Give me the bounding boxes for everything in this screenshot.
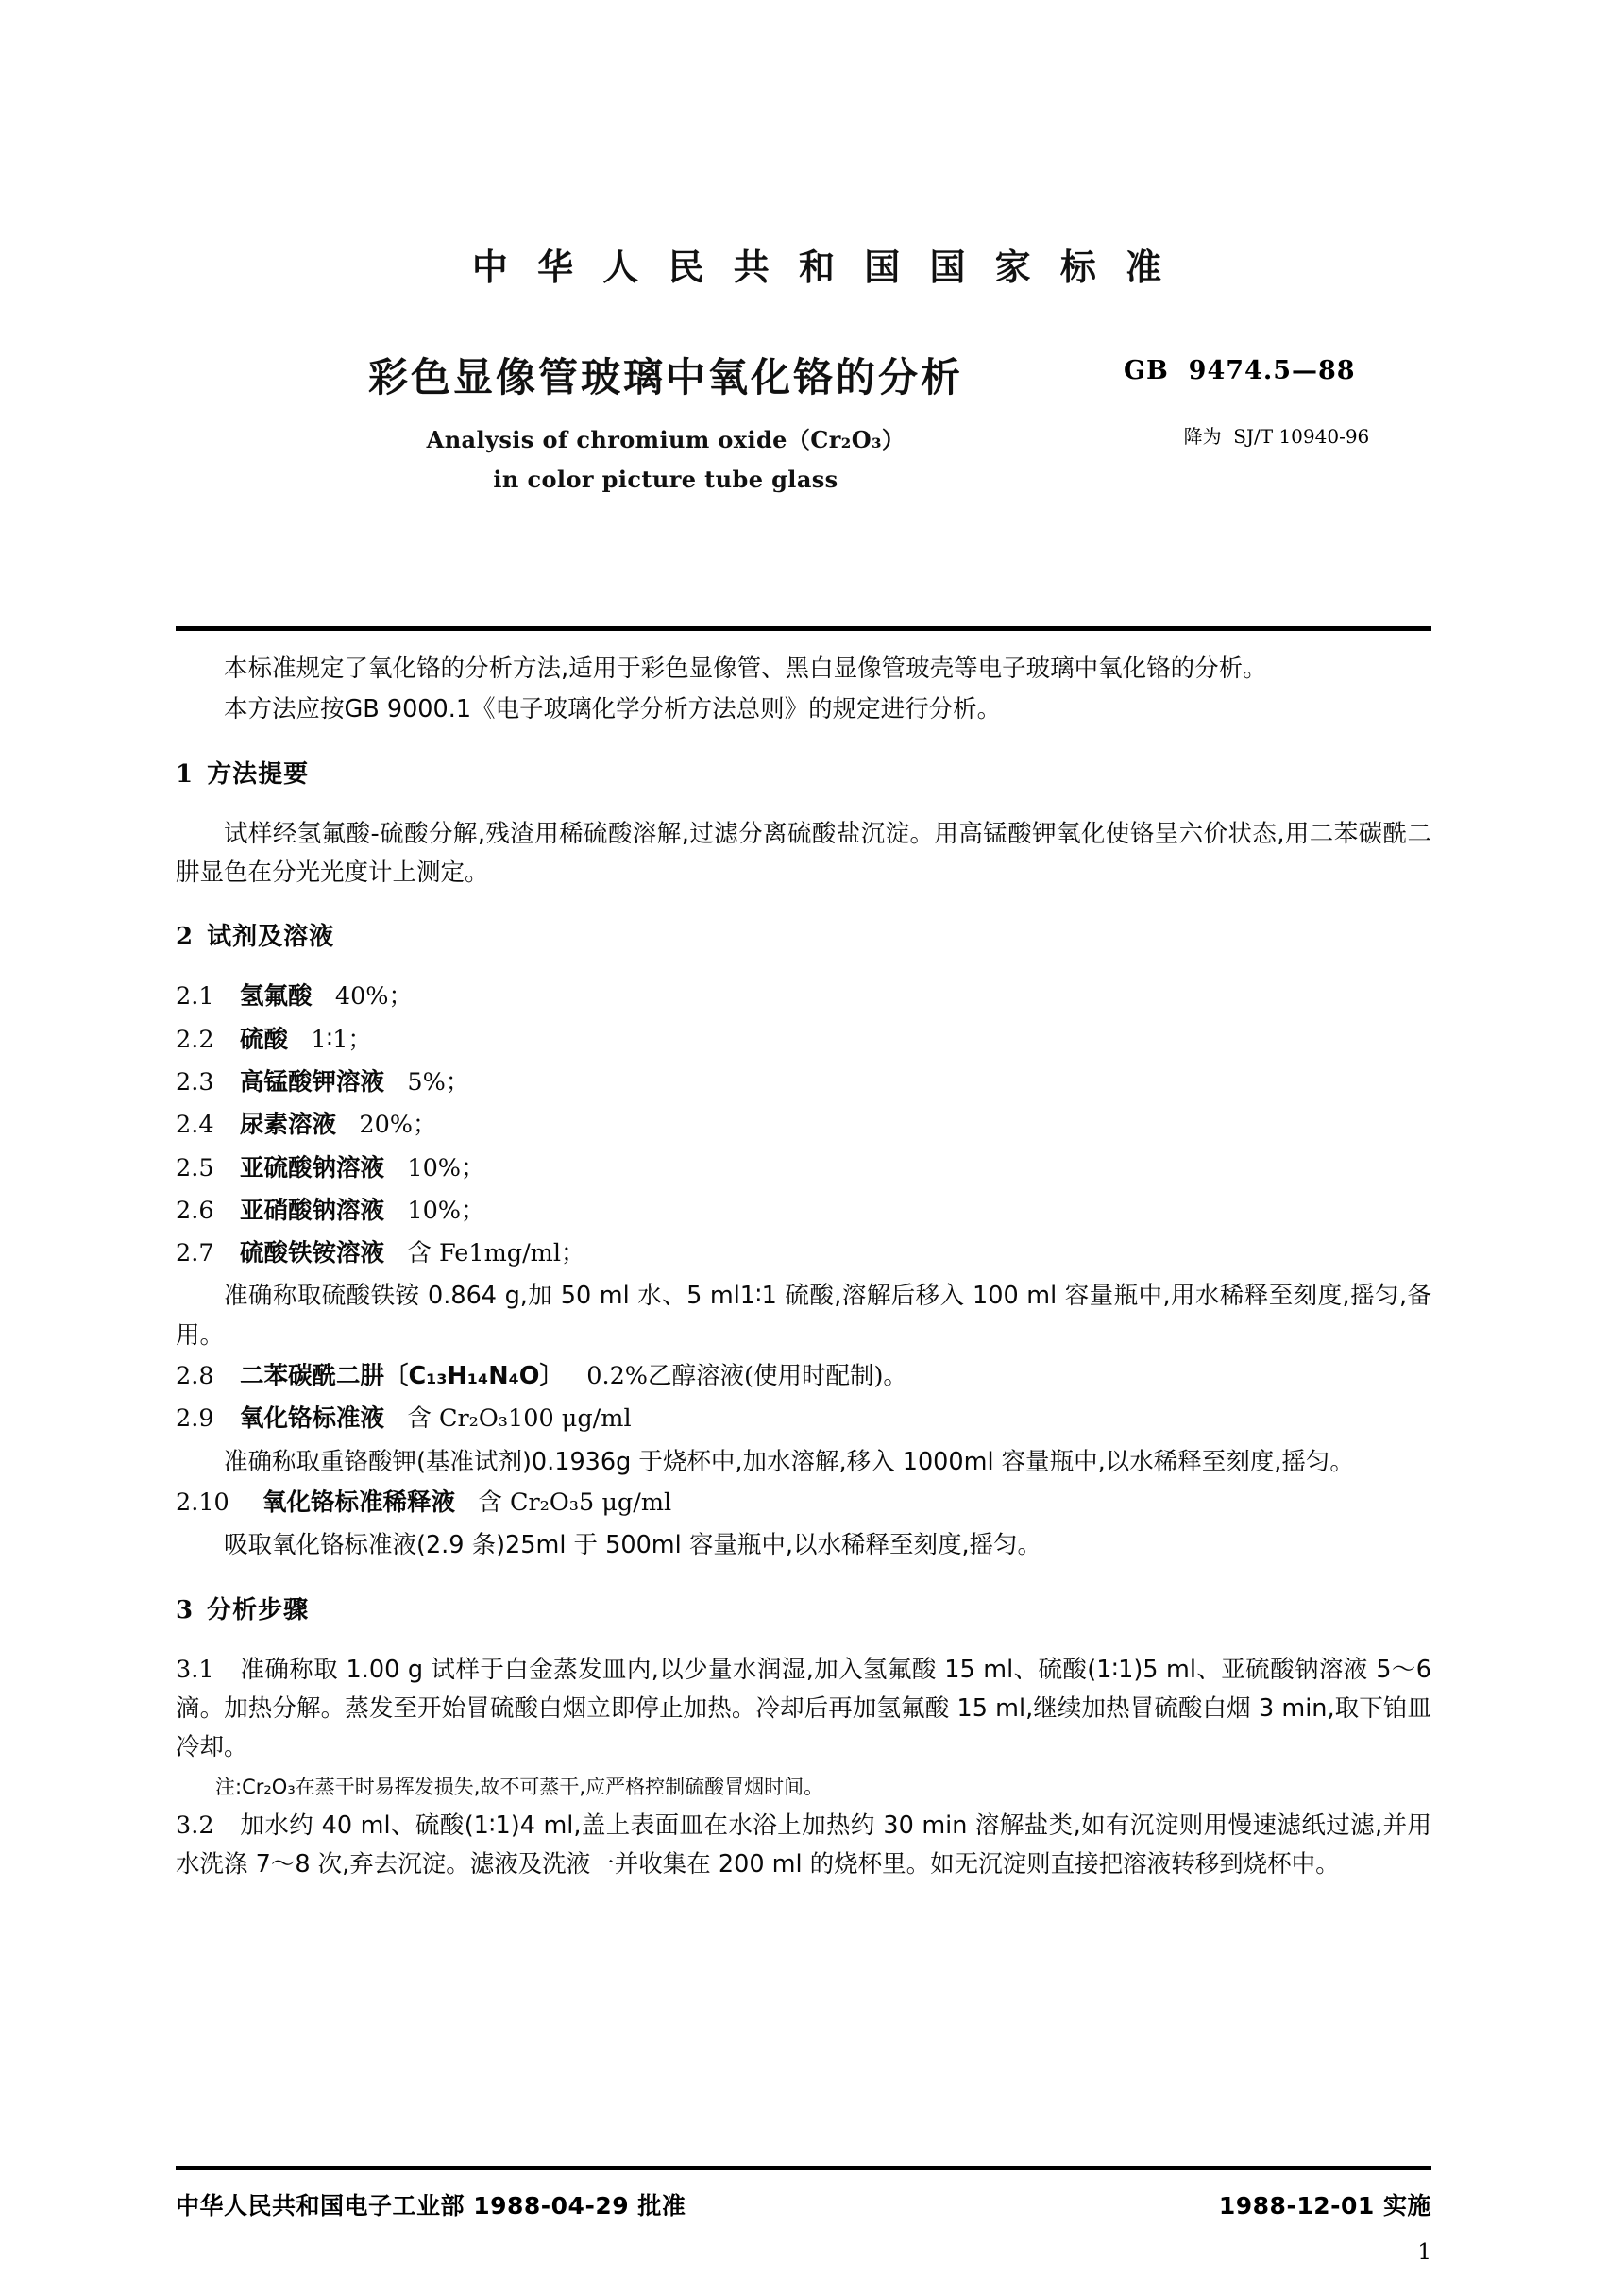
reagent-item [176,1234,1431,1273]
reagent-2-9-preparation: 准确称取重铬酸钾(基准试剂)0.1936g 于烧杯中,加水溶解,移入 1000ml 容量瓶中,以水稀释至刻度,摇匀。 [224,1447,1354,1476]
reagent-2-7-preparation: 准确称取硫酸铁铵 0.864 g,加 50 ml 水、5 ml1∶1 硫酸,溶解后移入 100 ml 容量瓶中,用水稀释至刻度,摇匀,备用。 [176,1282,1431,1350]
reagent-value: 10%； [407,1153,485,1182]
reagent-item [176,1484,1431,1522]
reagent-value: 0.2%乙醇溶液(使用时配制)。 [586,1362,907,1391]
reagent-item [176,1106,1431,1145]
reagent-2-10-preparation: 吸取氧化铬标准液(2.9 条)25ml 于 500ml 容量瓶中,以水稀释至刻度,摇匀。 [224,1531,1042,1560]
reagent-value: 含 Cr₂O₃100 μg/ml [407,1404,632,1434]
section-1-heading [176,755,1431,794]
reagent-number: 2.5 [176,1153,214,1182]
title-english-line2: in color picture tube glass [493,466,838,493]
section-3-number: 3 [176,1595,195,1624]
section-2-number: 2 [176,923,195,952]
reagent-number: 2.8 [176,1362,214,1391]
reagent-number: 2.4 [176,1111,214,1140]
reagent-item [176,1357,1431,1396]
reagent-label: 尿素溶液 [240,1111,337,1140]
reagent-value: 10%； [407,1196,485,1225]
step-text: 准确称取 1.00 g 试样于白金蒸发皿内,以少量水润湿,加入氢氟酸 15 ml、硫酸(1∶1)5 ml、亚硫酸钠溶液 5～6 滴。加热分解。蒸发至开始冒硫酸白烟立即停止加热。冷却后再加氢氟酸 15 ml,继续加热冒硫酸白烟 3 min,取下铂皿冷却。 [176,1655,1431,1762]
reagent-number: 2.7 [176,1239,214,1268]
page-number: 1 [1417,2240,1431,2265]
title-english-line1: Analysis of chromium oxide（Cr₂O₃） [426,426,906,453]
reagent-item [176,978,1431,1016]
step-3-2 [176,1807,1431,1885]
scope-paragraph-2: 本方法应按GB 9000.1《电子玻璃化学分析方法总则》的规定进行分析。 [224,695,1002,724]
step-number: 3.2 [176,1811,214,1841]
replaced-by-prefix: 降为 [1183,425,1222,448]
reagent-label: 氧化铬标准液 [240,1404,385,1434]
section-1-title: 方法提要 [207,759,310,789]
section-1-paragraph: 试样经氢氟酸-硫酸分解,残渣用稀硫酸溶解,过滤分离硫酸盐沉淀。用高锰酸钾氧化使铬呈六价状态,用二苯碳酰二肼显色在分光光度计上测定。 [176,819,1431,887]
reagent-number: 2.6 [176,1196,214,1225]
footer-approval-text: 中华人民共和国电子工业部 1988-04-29 批准 [176,2192,686,2219]
scope-paragraph-1: 本标准规定了氧化铬的分析方法,适用于彩色显像管、黑白显像管玻壳等电子玻璃中氧化铬的分析。 [224,655,1267,683]
standard-number-block [1124,356,1530,471]
reagent-number: 2.10 [176,1488,229,1517]
reagent-value: 5%； [407,1068,470,1097]
reagent-label: 硫酸铁铵溶液 [240,1239,385,1268]
document-body [176,650,1431,1885]
reagent-value: 20%； [359,1111,437,1140]
reagent-value: 40%； [334,982,414,1012]
title-row [0,347,1608,526]
reagent-label: 亚硝酸钠溶液 [240,1196,385,1225]
reagent-label: 高锰酸钾溶液 [240,1068,385,1097]
document-footer [176,2187,1431,2221]
replaced-by-number: SJ/T 10940-96 [1233,425,1370,448]
reagent-label: 硫酸 [240,1025,289,1054]
section-2-title: 试剂及溶液 [207,923,335,952]
step-3-1 [176,1651,1431,1768]
reagent-label: 二苯碳酰二肼〔C₁₃H₁₄N₄O〕 [240,1362,564,1391]
section-2-heading [176,917,1431,957]
reagent-value: 1∶1； [311,1025,372,1054]
footer-divider-rule [176,2166,1431,2170]
replaced-by-note [1124,399,1530,471]
reagent-item [176,1400,1431,1438]
section-1-number: 1 [176,759,195,789]
reagent-item [176,1192,1431,1231]
page-title-chinese: 彩色显像管玻璃中氧化铬的分析 [367,354,963,400]
national-standard-banner: 中 华 人 民 共 和 国 国 家 标 准 [471,247,1171,288]
reagent-item [176,1021,1431,1060]
reagent-item [176,1149,1431,1188]
reagent-item [176,1063,1431,1102]
footer-implementation-date: 1988-12-01 实施 [1218,2192,1431,2219]
reagent-value: 含 Fe1mg/ml； [407,1239,585,1268]
reagent-number: 2.2 [176,1025,214,1054]
reagent-value: 含 Cr₂O₃5 μg/ml [478,1488,672,1517]
reagent-label: 氢氟酸 [240,982,313,1012]
reagent-number: 2.3 [176,1068,214,1097]
reagent-number: 2.9 [176,1404,214,1434]
step-number: 3.1 [176,1655,214,1684]
reagent-number: 2.1 [176,982,214,1012]
section-3-heading [176,1590,1431,1630]
reagent-label: 亚硫酸钠溶液 [240,1153,385,1182]
section-3-title: 分析步骤 [207,1595,310,1624]
header-divider-rule [176,626,1431,631]
standard-number: GB 9474.5—88 [1124,356,1356,385]
reagent-label: 氧化铬标准稀释液 [262,1488,456,1517]
step-text: 加水约 40 ml、硫酸(1∶1)4 ml,盖上表面皿在水浴上加热约 30 min 溶解盐类,如有沉淀则用慢速滤纸过滤,并用水洗涤 7～8 次,弃去沉淀。滤液及洗液一并收集在 200 ml 的烧杯里。如无沉淀则直接把溶液转移到烧杯中。 [176,1811,1431,1879]
step-3-1-note: 注:Cr₂O₃在蒸干时易挥发损失,故不可蒸干,应严格控制硫酸冒烟时间。 [215,1775,824,1798]
document-header [0,0,1608,526]
